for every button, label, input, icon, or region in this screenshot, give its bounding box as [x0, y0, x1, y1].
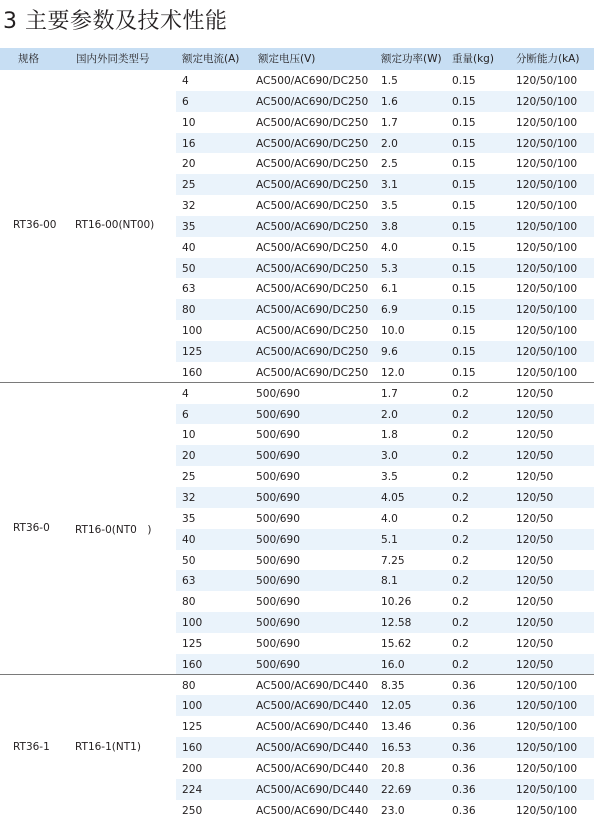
cell-power: 15.62: [381, 637, 412, 650]
cell-power: 2.0: [381, 137, 398, 150]
cell-power: 5.3: [381, 262, 398, 275]
cell-current: 50: [182, 262, 196, 275]
cell-weight: 0.36: [452, 804, 476, 817]
table-row: [176, 654, 594, 675]
cell-power: 10.0: [381, 325, 405, 338]
cell-weight: 0.2: [452, 554, 469, 567]
cell-breaking: 120/50: [516, 637, 554, 650]
cell-voltage: AC500/AC690/DC250: [256, 200, 369, 213]
cell-current: 250: [182, 804, 203, 817]
cell-weight: 0.15: [452, 116, 476, 129]
cell-weight: 0.15: [452, 75, 476, 87]
cell-power: 1.8: [381, 429, 398, 442]
cell-current: 160: [182, 742, 203, 755]
table-row: [176, 612, 594, 633]
cell-weight: 0.2: [452, 387, 469, 400]
cell-weight: 0.15: [452, 158, 476, 171]
cell-breaking: 120/50: [516, 596, 554, 609]
cell-voltage: AC500/AC690/DC250: [256, 241, 369, 254]
cell-power: 3.0: [381, 450, 398, 463]
cell-breaking: 120/50/100: [516, 679, 578, 692]
cell-current: 100: [182, 700, 203, 713]
table-row: [176, 508, 594, 529]
table-row: [176, 758, 594, 779]
cell-voltage: 500/690: [256, 533, 301, 546]
table-row: [176, 174, 594, 195]
cell-current: 160: [182, 658, 203, 671]
cell-current: 50: [182, 554, 196, 567]
cell-power: 7.25: [381, 554, 405, 567]
cell-power: 8.1: [381, 575, 398, 588]
cell-power: 2.0: [381, 408, 398, 421]
cell-voltage: 500/690: [256, 554, 301, 567]
cell-weight: 0.15: [452, 220, 476, 233]
cell-breaking: 120/50/100: [516, 95, 578, 108]
table-row: [176, 258, 594, 279]
table-row: [176, 529, 594, 550]
cell-power: 12.0: [381, 366, 405, 379]
cell-breaking: 120/50/100: [516, 721, 578, 734]
cell-voltage: AC500/AC690/DC440: [256, 700, 369, 713]
cell-power: 1.6: [381, 95, 398, 108]
cell-breaking: 120/50/100: [516, 304, 578, 317]
cell-breaking: 120/50/100: [516, 366, 578, 379]
cell-voltage: AC500/AC690/DC250: [256, 158, 369, 171]
cell-weight: 0.2: [452, 512, 469, 525]
table-row: [176, 591, 594, 612]
cell-power: 23.0: [381, 804, 405, 817]
cell-current: 25: [182, 471, 196, 484]
cell-current: 80: [182, 679, 196, 692]
cell-voltage: 500/690: [256, 450, 301, 463]
cell-weight: 0.2: [452, 471, 469, 484]
cell-voltage: 500/690: [256, 596, 301, 609]
cell-weight: 0.36: [452, 700, 476, 713]
cell-voltage: AC500/AC690/DC250: [256, 304, 369, 317]
table-row: [176, 299, 594, 320]
table-row: [176, 195, 594, 216]
cell-current: 4: [182, 75, 189, 87]
cell-voltage: AC500/AC690/DC440: [256, 742, 369, 755]
cell-power: 8.35: [381, 679, 405, 692]
cell-weight: 0.15: [452, 304, 476, 317]
cell-voltage: 500/690: [256, 658, 301, 671]
cell-voltage: AC500/AC690/DC440: [256, 763, 369, 776]
cell-power: 12.58: [381, 617, 412, 630]
page-title: 3 主要参数及技术性能: [3, 9, 228, 34]
cell-current: 32: [182, 491, 196, 504]
cell-weight: 0.15: [452, 345, 476, 358]
cell-weight: 0.2: [452, 408, 469, 421]
cell-current: 125: [182, 637, 203, 650]
table-row: [176, 779, 594, 800]
cell-power: 1.5: [381, 75, 398, 87]
cell-power: 12.05: [381, 700, 412, 713]
cell-weight: 0.2: [452, 617, 469, 630]
cell-weight: 0.36: [452, 783, 476, 796]
table-row: [176, 633, 594, 654]
cell-breaking: 120/50/100: [516, 325, 578, 338]
cell-current: 40: [182, 533, 196, 546]
cell-weight: 0.15: [452, 325, 476, 338]
header-model: 国内外同类型号: [76, 53, 150, 65]
cell-weight: 0.15: [452, 366, 476, 379]
header-power: 额定功率(W): [381, 53, 442, 65]
cell-voltage: AC500/AC690/DC250: [256, 75, 369, 87]
cell-breaking: 120/50: [516, 533, 554, 546]
cell-breaking: 120/50: [516, 554, 554, 567]
cell-voltage: 500/690: [256, 512, 301, 525]
cell-power: 5.1: [381, 533, 398, 546]
cell-voltage: AC500/AC690/DC250: [256, 366, 369, 379]
cell-breaking: 120/50/100: [516, 158, 578, 171]
cell-weight: 0.36: [452, 679, 476, 692]
cell-power: 3.5: [381, 471, 398, 484]
cell-weight: 0.2: [452, 450, 469, 463]
cell-current: 20: [182, 158, 196, 171]
cell-weight: 0.36: [452, 721, 476, 734]
cell-weight: 0.2: [452, 596, 469, 609]
table-row: [176, 70, 594, 91]
cell-weight: 0.15: [452, 200, 476, 213]
header-current: 额定电流(A): [182, 53, 240, 65]
cell-current: 40: [182, 241, 196, 254]
cell-power: 4.0: [381, 512, 398, 525]
cell-breaking: 120/50: [516, 575, 554, 588]
table-row: [176, 362, 594, 383]
cell-power: 10.26: [381, 596, 412, 609]
cell-power: 1.7: [381, 387, 398, 400]
cell-breaking: 120/50: [516, 408, 554, 421]
cell-current: 160: [182, 366, 203, 379]
cell-breaking: 120/50/100: [516, 179, 578, 192]
header-spec: 规格: [18, 53, 39, 65]
cell-breaking: 120/50/100: [516, 75, 578, 87]
cell-current: 35: [182, 512, 196, 525]
cell-power: 6.9: [381, 304, 398, 317]
table-row: [176, 570, 594, 591]
cell-breaking: 120/50: [516, 450, 554, 463]
cell-breaking: 120/50/100: [516, 283, 578, 296]
cell-breaking: 120/50/100: [516, 804, 578, 817]
cell-weight: 0.15: [452, 262, 476, 275]
cell-power: 16.53: [381, 742, 412, 755]
cell-voltage: 500/690: [256, 575, 301, 588]
cell-power: 4.05: [381, 491, 405, 504]
cell-voltage: 500/690: [256, 471, 301, 484]
cell-voltage: 500/690: [256, 429, 301, 442]
table-row: [176, 466, 594, 487]
cell-weight: 0.2: [452, 533, 469, 546]
cell-voltage: AC500/AC690/DC250: [256, 283, 369, 296]
cell-voltage: 500/690: [256, 408, 301, 421]
header-breaking: 分断能力(kA): [516, 53, 580, 65]
cell-breaking: 120/50: [516, 491, 554, 504]
cell-power: 4.0: [381, 241, 398, 254]
cell-voltage: AC500/AC690/DC250: [256, 116, 369, 129]
table-row: [176, 91, 594, 112]
cell-breaking: 120/50/100: [516, 220, 578, 233]
header-voltage: 额定电压(V): [258, 53, 316, 65]
cell-power: 13.46: [381, 721, 412, 734]
cell-weight: 0.36: [452, 742, 476, 755]
cell-breaking: 120/50/100: [516, 200, 578, 213]
table-row: [176, 445, 594, 466]
group-spec-label: RT36-0: [13, 521, 50, 534]
cell-breaking: 120/50/100: [516, 345, 578, 358]
cell-breaking: 120/50: [516, 617, 554, 630]
cell-voltage: AC500/AC690/DC440: [256, 679, 369, 692]
table-header: [0, 48, 594, 70]
cell-current: 100: [182, 617, 203, 630]
cell-current: 6: [182, 95, 189, 108]
cell-current: 10: [182, 116, 196, 129]
table-row: [176, 278, 594, 299]
cell-current: 80: [182, 596, 196, 609]
cell-current: 32: [182, 200, 196, 213]
cell-voltage: AC500/AC690/DC440: [256, 804, 369, 817]
cell-breaking: 120/50: [516, 658, 554, 671]
table-row: [176, 133, 594, 154]
cell-current: 63: [182, 283, 196, 296]
cell-current: 125: [182, 721, 203, 734]
cell-power: 9.6: [381, 345, 398, 358]
cell-power: 3.1: [381, 179, 398, 192]
cell-current: 35: [182, 220, 196, 233]
cell-voltage: 500/690: [256, 637, 301, 650]
cell-current: 20: [182, 450, 196, 463]
cell-breaking: 120/50/100: [516, 116, 578, 129]
table-row: [176, 112, 594, 133]
cell-breaking: 120/50/100: [516, 783, 578, 796]
cell-weight: 0.15: [452, 241, 476, 254]
cell-current: 10: [182, 429, 196, 442]
cell-current: 4: [182, 387, 189, 400]
cell-voltage: AC500/AC690/DC250: [256, 325, 369, 338]
group-model-label: RT16-1(NT1): [75, 740, 141, 753]
table-row: [176, 237, 594, 258]
table-row: [176, 550, 594, 571]
cell-weight: 0.15: [452, 137, 476, 150]
cell-voltage: AC500/AC690/DC250: [256, 179, 369, 192]
cell-voltage: 500/690: [256, 617, 301, 630]
cell-power: 3.8: [381, 220, 398, 233]
cell-power: 20.8: [381, 763, 405, 776]
table-row: [176, 716, 594, 737]
cell-current: 63: [182, 575, 196, 588]
group-model-label: RT16-0(NT0 ): [75, 523, 152, 536]
cell-weight: 0.2: [452, 575, 469, 588]
table-row: [176, 320, 594, 341]
cell-current: 6: [182, 408, 189, 421]
cell-breaking: 120/50: [516, 429, 554, 442]
group-rows: [176, 383, 594, 675]
cell-voltage: AC500/AC690/DC440: [256, 721, 369, 734]
cell-power: 22.69: [381, 783, 412, 796]
group-spec-label: RT36-1: [13, 740, 50, 753]
cell-current: 224: [182, 783, 203, 796]
table-row: [176, 487, 594, 508]
cell-voltage: 500/690: [256, 491, 301, 504]
cell-weight: 0.15: [452, 95, 476, 108]
cell-power: 3.5: [381, 200, 398, 213]
cell-breaking: 120/50/100: [516, 700, 578, 713]
cell-power: 16.0: [381, 658, 405, 671]
table-row: [176, 695, 594, 716]
cell-voltage: AC500/AC690/DC250: [256, 137, 369, 150]
table-row: [176, 800, 594, 821]
table-row: [176, 424, 594, 445]
cell-breaking: 120/50: [516, 512, 554, 525]
table-row: [176, 737, 594, 758]
cell-current: 100: [182, 325, 203, 338]
group-rows: [176, 70, 594, 383]
cell-breaking: 120/50: [516, 471, 554, 484]
cell-weight: 0.2: [452, 637, 469, 650]
group-rows: [176, 675, 594, 821]
cell-voltage: AC500/AC690/DC250: [256, 95, 369, 108]
cell-voltage: AC500/AC690/DC250: [256, 345, 369, 358]
cell-power: 2.5: [381, 158, 398, 171]
cell-breaking: 120/50/100: [516, 241, 578, 254]
cell-power: 1.7: [381, 116, 398, 129]
cell-current: 16: [182, 137, 196, 150]
cell-weight: 0.15: [452, 283, 476, 296]
cell-weight: 0.36: [452, 763, 476, 776]
group-spec-label: RT36-00: [13, 219, 57, 232]
header-weight: 重量(kg): [452, 53, 494, 65]
table-row: [176, 341, 594, 362]
cell-voltage: AC500/AC690/DC250: [256, 262, 369, 275]
table-row: [176, 216, 594, 237]
table-row: [176, 404, 594, 425]
cell-voltage: 500/690: [256, 387, 301, 400]
cell-breaking: 120/50/100: [516, 262, 578, 275]
cell-breaking: 120/50/100: [516, 763, 578, 776]
cell-voltage: AC500/AC690/DC440: [256, 783, 369, 796]
cell-weight: 0.2: [452, 658, 469, 671]
cell-current: 25: [182, 179, 196, 192]
group-model-label: RT16-00(NT00): [75, 219, 155, 232]
cell-power: 6.1: [381, 283, 398, 296]
table-row: [176, 153, 594, 174]
table-row: [176, 675, 594, 696]
table-row: [176, 383, 594, 404]
cell-weight: 0.15: [452, 179, 476, 192]
cell-current: 125: [182, 345, 203, 358]
cell-current: 200: [182, 763, 203, 776]
cell-breaking: 120/50: [516, 387, 554, 400]
cell-breaking: 120/50/100: [516, 137, 578, 150]
cell-breaking: 120/50/100: [516, 742, 578, 755]
cell-weight: 0.2: [452, 491, 469, 504]
cell-weight: 0.2: [452, 429, 469, 442]
cell-current: 80: [182, 304, 196, 317]
cell-voltage: AC500/AC690/DC250: [256, 220, 369, 233]
